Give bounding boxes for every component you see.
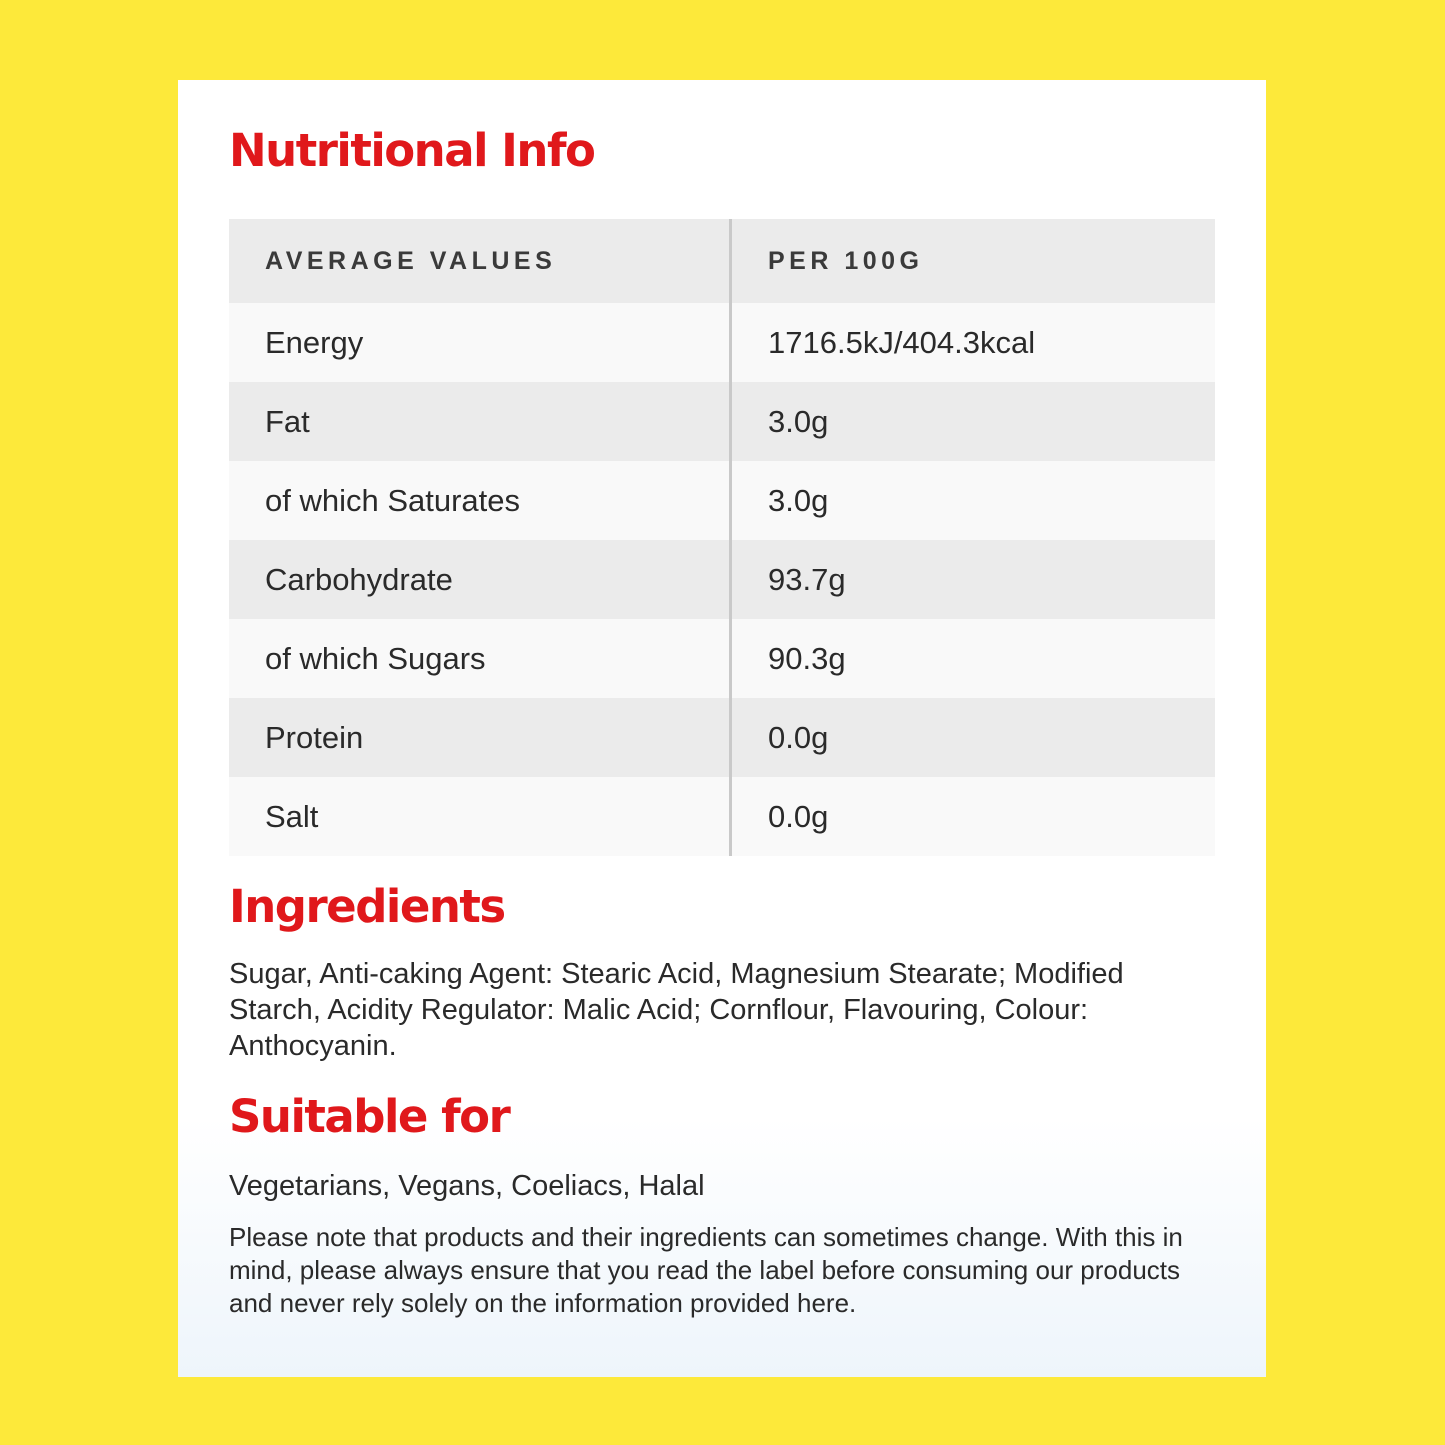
nutrient-label: of which Sugars	[229, 619, 732, 698]
table-row	[229, 777, 1215, 856]
header-per-100g: PER 100G	[768, 246, 924, 275]
nutrient-value: 93.7g	[768, 561, 846, 597]
nutrition-table-header	[229, 219, 1215, 303]
table-row	[229, 698, 1215, 777]
table-row	[229, 619, 1215, 698]
table-row	[229, 382, 1215, 461]
disclaimer-note: Please note that products and their ingredients can sometimes change. With this in mind, please always ensure that you read the label before consuming our products and never rely solely on the information provided here.	[229, 1222, 1183, 1318]
nutrient-value: 90.3g	[768, 640, 846, 676]
nutrient-label: Salt	[229, 777, 732, 856]
nutrition-table	[229, 219, 1215, 856]
info-card	[178, 80, 1266, 1377]
ingredients-text: Sugar, Anti-caking Agent: Stearic Acid, Magnesium Stearate; Modified Starch, Acidity Regulator: Malic Acid; Cornflour, Flavouring, Colour: Anthocyanin.	[229, 958, 1124, 1062]
nutrient-label: Carbohydrate	[229, 540, 732, 619]
nutrient-value: 1716.5kJ/404.3kcal	[768, 324, 1036, 360]
suitable-for-heading: Suitable for	[229, 1090, 510, 1143]
suitable-for-text: Vegetarians, Vegans, Coeliacs, Halal	[229, 1170, 705, 1202]
nutrient-value: 3.0g	[768, 482, 829, 518]
nutrient-label: Energy	[229, 303, 732, 382]
nutrient-label: Fat	[229, 382, 732, 461]
table-row	[229, 540, 1215, 619]
table-row	[229, 461, 1215, 540]
header-average-values: AVERAGE VALUES	[229, 219, 732, 303]
ingredients-heading: Ingredients	[229, 880, 505, 933]
nutrient-value: 0.0g	[768, 719, 829, 755]
nutrient-label: Protein	[229, 698, 732, 777]
table-row	[229, 303, 1215, 382]
nutrient-value: 3.0g	[768, 403, 829, 439]
nutrient-label: of which Saturates	[229, 461, 732, 540]
nutrient-value: 0.0g	[768, 798, 829, 834]
nutritional-info-heading: Nutritional Info	[229, 124, 595, 177]
